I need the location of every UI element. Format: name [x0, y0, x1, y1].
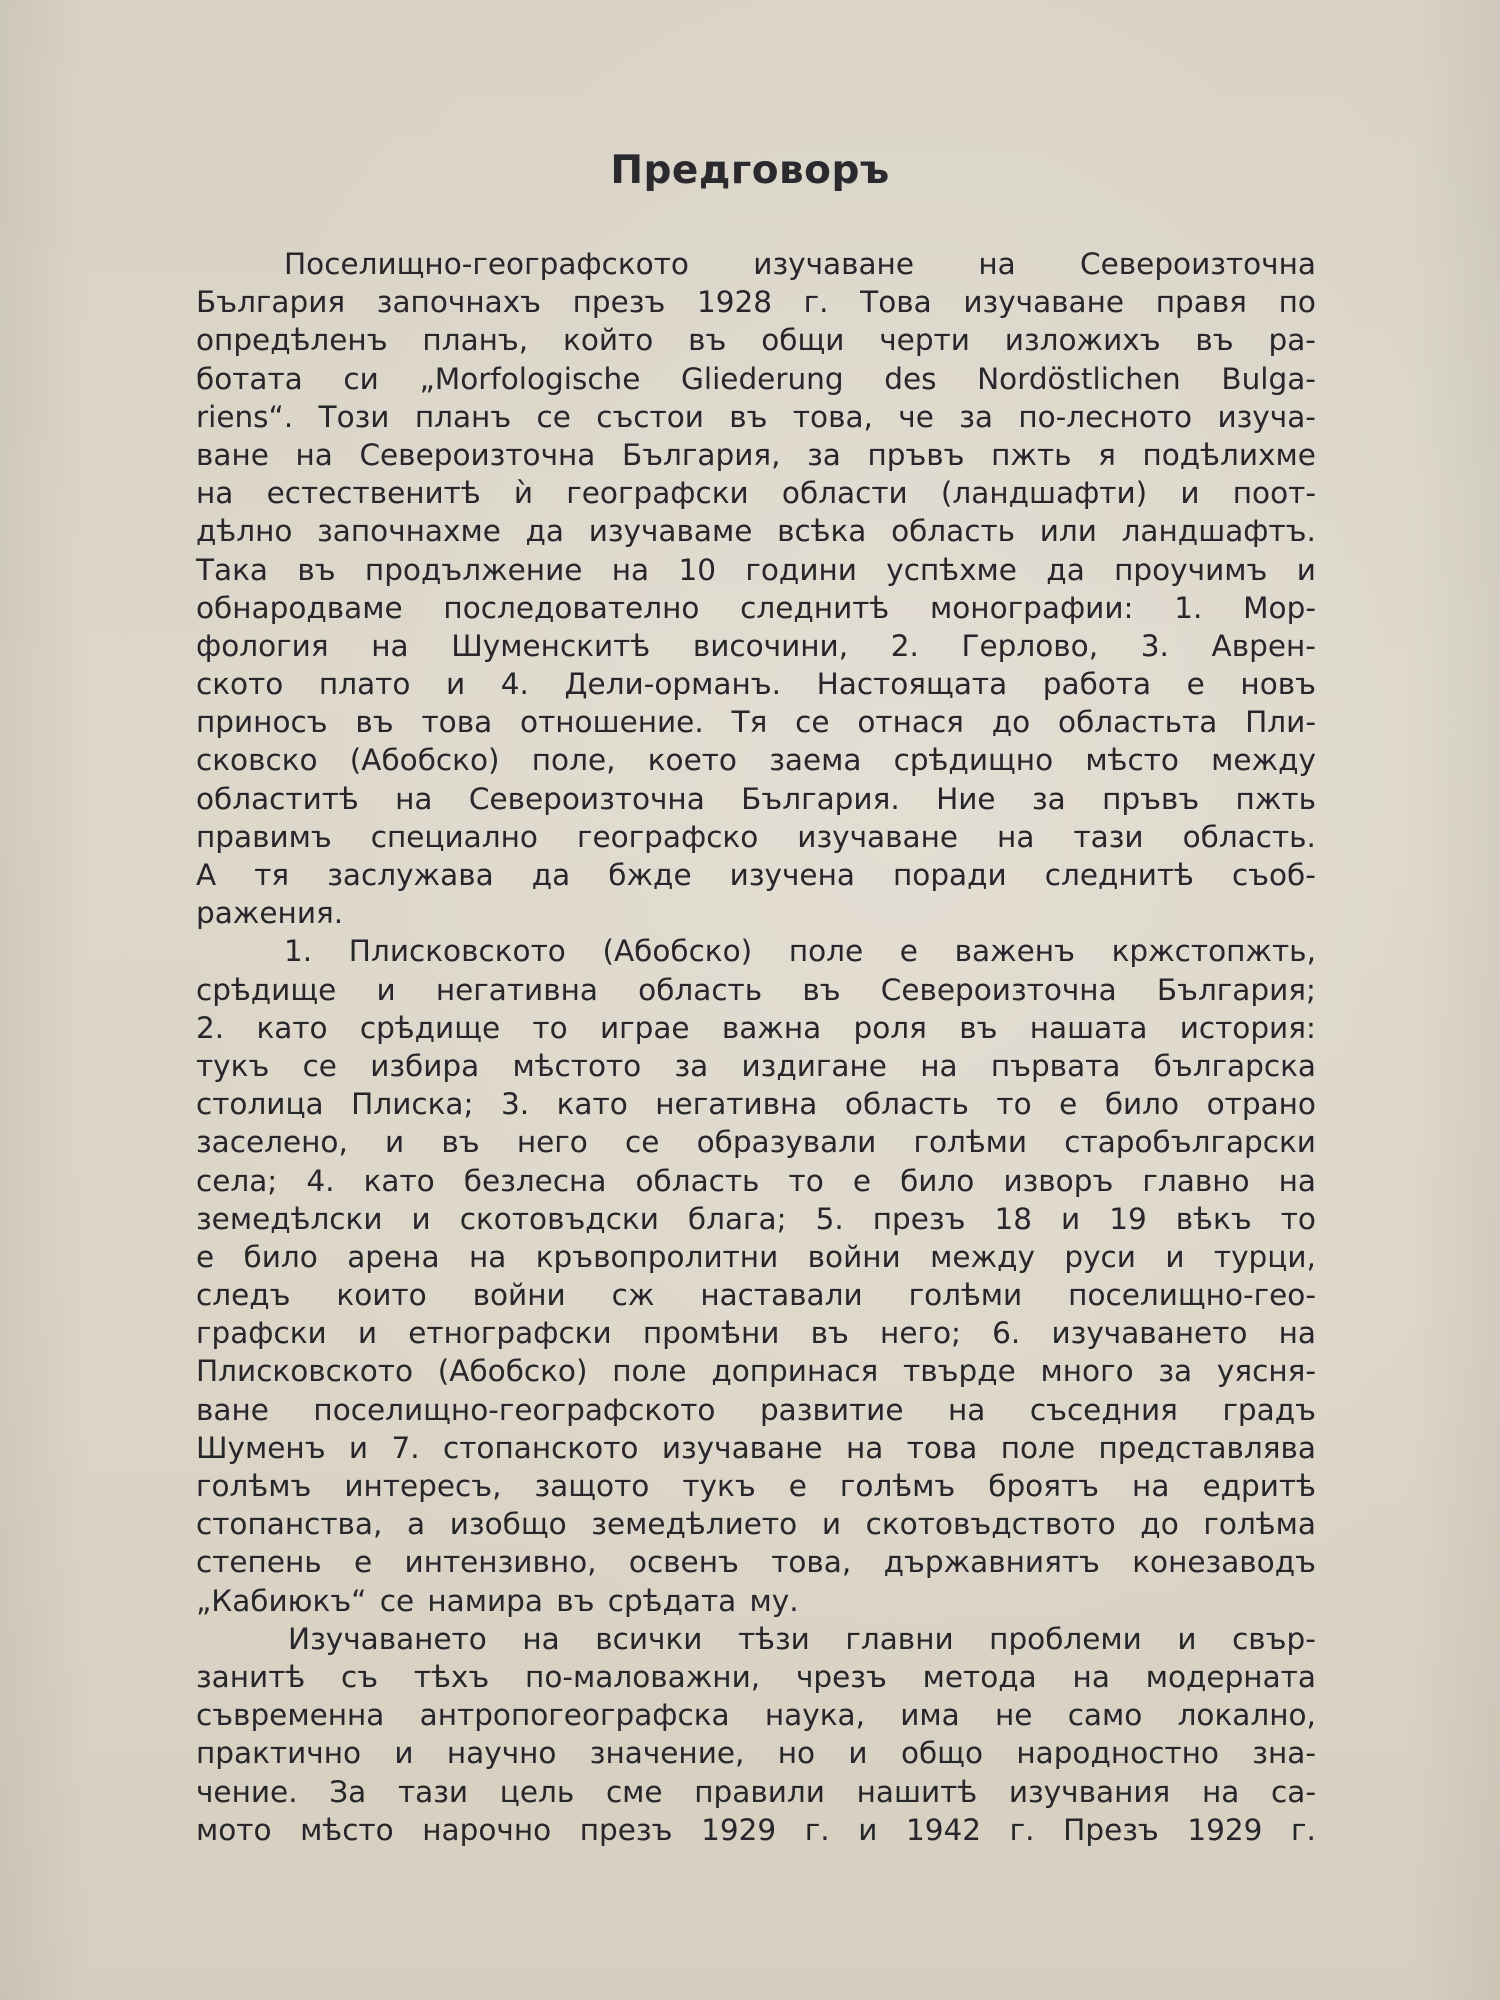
text-line: Плисковското (Абобско) поле допринася твърде много за уясня- [196, 1354, 1316, 1389]
paragraph [196, 932, 1316, 1619]
text-line: чение. За тази цель сме правили нашитѣ изучвания на са- [196, 1774, 1316, 1809]
page-title: Предговоръ [610, 148, 890, 193]
text-line: опредѣленъ планъ, който въ общи черти изложихъ въ ра- [196, 323, 1316, 358]
text-line: е било арена на кръвопролитни войни между руси и турци, [196, 1239, 1316, 1274]
text-line: сковско (Абобско) поле, което заема срѣдищно мѣсто между [196, 743, 1316, 778]
text-line: Така въ продължение на 10 години успѣхме да проучимъ и [196, 552, 1316, 587]
text-line: занитѣ съ тѣхъ по-маловажни, чрезъ метода на модерната [196, 1659, 1316, 1694]
text-line: „Кабиюкъ“ се намира въ срѣдата му. [196, 1583, 799, 1618]
text-line: ражения. [196, 896, 344, 931]
text-line: голѣмъ интересъ, защото тукъ е голѣмъ броятъ на едритѣ [196, 1469, 1316, 1503]
text-line: 2. като срѣдище то играе важна роля въ нашата история: [196, 1010, 1316, 1045]
text-line: земедѣлски и скотовъдски блага; 5. презъ 18 и 19 вѣкъ то [196, 1201, 1316, 1236]
text-line: Шуменъ и 7. стопанското изучаване на това поле представлява [196, 1430, 1316, 1465]
text-line: срѣдище и негативна область въ Североизточна България; [196, 972, 1316, 1007]
text-line: ване на Североизточна България, за пръвъ пжть я подѣлихме [196, 437, 1316, 472]
text-line: столица Плиска; 3. като негативна область то е било отрано [196, 1087, 1316, 1122]
text-line: ското плато и 4. Дели-орманъ. Настоящата работа е новъ [196, 667, 1316, 702]
body-text [196, 245, 1316, 1849]
text-line: фология на Шуменскитѣ височини, 2. Герлово, 3. Аврен- [196, 628, 1316, 663]
text-line: на естественитѣ ѝ географски области (ландшафти) и поот- [196, 476, 1316, 511]
text-line: 1. Плисковското (Абобско) поле е важенъ кржстопжть, [284, 934, 1316, 969]
text-line: съвременна антропогеографска наука, има не само локално, [196, 1698, 1316, 1733]
text-line: ботата си „Morfologische Gliederung des Nordöstlichen Bulga- [196, 361, 1316, 396]
text-line: Поселищно-географското изучаване на Североизточна [284, 247, 1316, 281]
text-line: riens“. Този планъ се състои въ това, че за по-лесното изуча- [196, 399, 1316, 434]
text-line: дѣлно започнахме да изучаваме всѣка область или ландшафтъ. [196, 514, 1316, 549]
text-line: областитѣ на Североизточна България. Ние за пръвъ пжть [196, 781, 1316, 816]
text-line: села; 4. като безлесна область то е било изворъ главно на [196, 1163, 1316, 1198]
text-line: А тя заслужава да бжде изучена поради следнитѣ съоб- [196, 858, 1316, 892]
text-line: практично и научно значение, но и общо народностно зна- [196, 1736, 1316, 1771]
text-line: обнародваме последователно следнитѣ монографии: 1. Мор- [196, 590, 1316, 625]
text-line: Изучаването на всички тѣзи главни проблеми и свър- [288, 1621, 1316, 1656]
text-line: стопанства, а изобщо земедѣлието и скотовъдството до голѣма [196, 1507, 1316, 1542]
paragraph [196, 1620, 1316, 1849]
text-line: степень е интензивно, освенъ това, държавниятъ конезаводъ [196, 1545, 1316, 1580]
text-line: ване поселищно-географското развитие на съседния градъ [196, 1392, 1316, 1427]
text-line: графски и етнографски промѣни въ него; 6. изучаването на [196, 1316, 1316, 1351]
text-line: приносъ въ това отношение. Тя се отнася до областьта Пли- [196, 705, 1316, 740]
text-line: заселено, и въ него се образували голѣми старобългарски [196, 1125, 1316, 1160]
text-line: следъ които войни сж наставали голѣми поселищно-гео- [196, 1278, 1316, 1313]
text-line: България започнахъ презъ 1928 г. Това изучаване правя по [196, 285, 1316, 320]
text-line: мото мѣсто нарочно презъ 1929 г. и 1942 г. Презъ 1929 г. [196, 1812, 1316, 1847]
text-line: правимъ специално географско изучаване на тази область. [196, 819, 1316, 854]
text-line: тукъ се избира мѣстото за издигане на първата българска [196, 1048, 1316, 1083]
paragraph [196, 245, 1316, 932]
